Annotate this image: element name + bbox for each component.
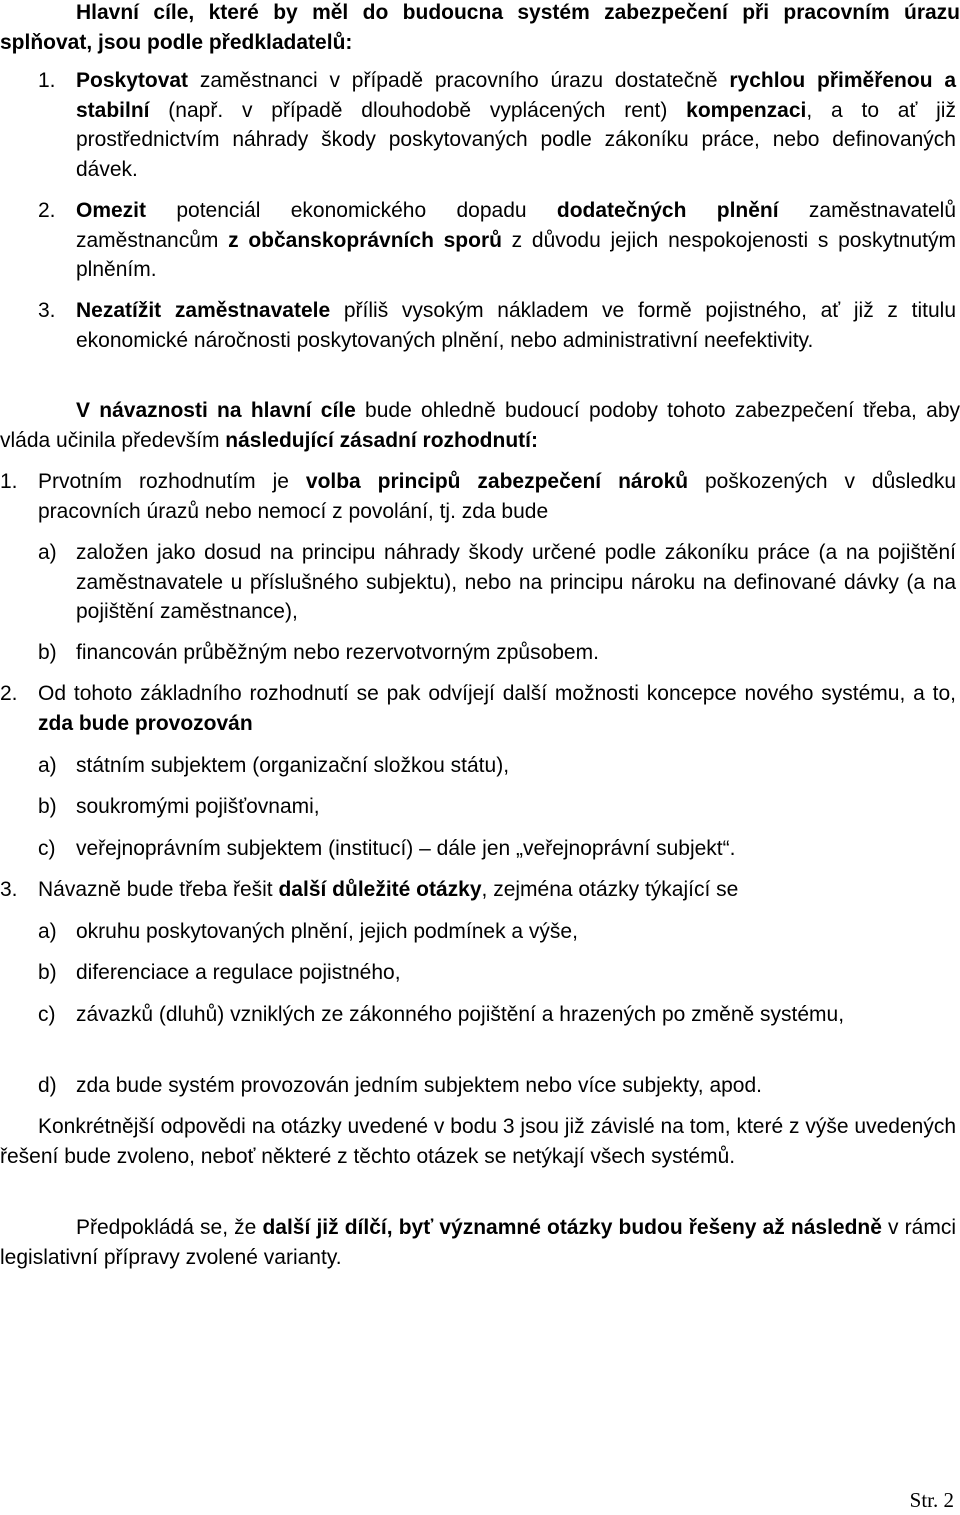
goal-number: 3. (38, 299, 56, 322)
goal-item (38, 296, 956, 355)
bold-text-run: zda bude provozován (38, 711, 253, 735)
goal-number: 2. (38, 199, 56, 222)
text-run: v rámci legislativní přípravy zvolené varianty. (0, 1216, 957, 1269)
decision-heading (0, 467, 956, 526)
text-run: , zejména otázky týkající se (481, 878, 739, 901)
sub-item-letter: a) (38, 920, 57, 943)
bold-text-run: další důležité otázky (278, 878, 482, 901)
sub-item-letter: c) (38, 837, 56, 860)
text-run: poškozených v důsledku pracovních úrazů nebo nemocí z povolání, tj. zda bude (38, 470, 956, 523)
text-run: příliš vysokým nákladem ve formě pojistného, ať již z titulu ekonomické náročnosti poskytovaných plnění, nebo administrativní neefektivity. (76, 299, 956, 352)
sub-item (38, 1071, 956, 1101)
decision-text (0, 679, 956, 738)
sub-item-text: veřejnoprávním subjektem (institucí) – dále jen „veřejnoprávní subjekt“. (76, 837, 736, 860)
bold-text-run: dodatečných plnění (556, 199, 779, 222)
text-run: Návazně bude třeba řešit (38, 878, 279, 901)
goal-text (38, 196, 956, 285)
bold-text-run: Poskytovat (76, 69, 189, 92)
goal-item (38, 196, 956, 285)
sub-item (38, 792, 956, 822)
closing-text (0, 1213, 956, 1272)
decision-number: 3. (0, 878, 18, 901)
sub-item-letter: d) (38, 1074, 57, 1097)
sub-item-text: státním subjektem (organizační složkou státu), (76, 754, 510, 777)
sub-item (38, 538, 956, 627)
text-run: zaměstnavatelů zaměstnancům (76, 199, 957, 252)
sub-item (38, 834, 956, 864)
sub-item-text: zda bude systém provozován jedním subjektem nebo více subjekty, apod. (76, 1074, 762, 1097)
sub-item-text: závazků (dluhů) vzniklých ze zákonného pojištění a hrazených po změně systému, (76, 1003, 845, 1026)
sub-item-letter: c) (38, 1003, 56, 1026)
bold-text-run: rychlou přiměřenou a stabilní (76, 69, 957, 122)
bold-text-run: Nezatížit zaměstnavatele (76, 299, 331, 322)
decision-text (0, 467, 956, 526)
sub-item (38, 638, 956, 668)
sub-item-letter: b) (38, 961, 57, 984)
sub-item-text: okruhu poskytovaných plnění, jejich podmínek a výše, (76, 920, 578, 943)
sub-item-text: financován průběžným nebo rezervotvorným způsobem. (76, 641, 599, 664)
bold-text-run: další již dílčí, byť významné otázky budou řešeny až následně (262, 1216, 882, 1239)
text-run: (např. v případě dlouhodobě vyplácených rent) (149, 98, 687, 122)
intro-text: Hlavní cíle, které by měl do budoucna systém zabezpečení při pracovním úrazu splňovat, jsou podle předkladatelů: (0, 1, 960, 54)
intro-paragraph (0, 0, 960, 57)
goal-number: 1. (38, 69, 56, 92)
closing-text: Konkrétnější odpovědi na otázky uvedené v bodu 3 jsou již závislé na tom, které z výše uvedených řešení bude zvoleno, neboť některé z těchto otázek se netýkají všech systémů. (0, 1115, 956, 1168)
text-run: z důvodu jejich nespokojenosti s poskytnutým plněním. (76, 228, 956, 281)
bold-text-run: kompenzaci (686, 98, 807, 122)
bold-text-run: volba principů zabezpečení nároků (305, 470, 689, 493)
sub-item-letter: a) (38, 541, 57, 564)
decision-text (0, 875, 956, 905)
goal-text (38, 296, 956, 355)
decision-number: 2. (0, 682, 18, 705)
bold-text-run: Omezit (76, 199, 147, 222)
sub-item (38, 1000, 956, 1030)
decision-heading (0, 875, 956, 905)
bold-text-run: z občanskoprávních sporů (228, 228, 502, 252)
decision-heading (0, 679, 956, 738)
text-run: Od tohoto základního rozhodnutí se pak odvíjejí další možnosti koncepce nového systému, a to, (38, 682, 956, 705)
text-run: zaměstnanci v případě pracovního úrazu dostatečně (188, 69, 730, 92)
sub-item-letter: b) (38, 641, 57, 664)
text-run: Předpokládá se, že (76, 1216, 263, 1239)
bold-text-run: následující zásadní rozhodnutí: (225, 428, 538, 452)
page-number: Str. 2 (909, 1488, 954, 1512)
sub-item (38, 917, 956, 947)
text-run: bude ohledně budoucí podoby tohoto zabezpečení třeba, aby vláda učinila především (0, 399, 960, 452)
transition-paragraph (0, 396, 960, 455)
closing-paragraph (0, 1213, 956, 1272)
goal-item (38, 66, 956, 184)
text-run: Prvotním rozhodnutím je (38, 470, 306, 493)
text-run: , a to ať již prostřednictvím náhrady škody poskytovaných podle zákoníku práce, nebo definovaných dávek. (76, 98, 956, 181)
decision-number: 1. (0, 470, 18, 493)
sub-item-text: založen jako dosud na principu náhrady škody určené podle zákoníku práce (a na pojištění zaměstnavatele u příslušného subjektu), nebo na principu nároku na definované dávky (a na pojištění zaměstnance), (76, 541, 956, 623)
sub-item-letter: b) (38, 795, 57, 818)
sub-item-letter: a) (38, 754, 57, 777)
goal-text (38, 66, 956, 184)
bold-text-run: V návaznosti na hlavní cíle (76, 399, 356, 422)
sub-item-text: diferenciace a regulace pojistného, (76, 961, 401, 984)
sub-item-text: soukromými pojišťovnami, (76, 795, 320, 818)
sub-item (38, 751, 956, 781)
transition-text (0, 396, 960, 455)
sub-item (38, 958, 956, 988)
closing-paragraph (0, 1112, 956, 1171)
text-run: potenciál ekonomického dopadu (146, 199, 557, 222)
